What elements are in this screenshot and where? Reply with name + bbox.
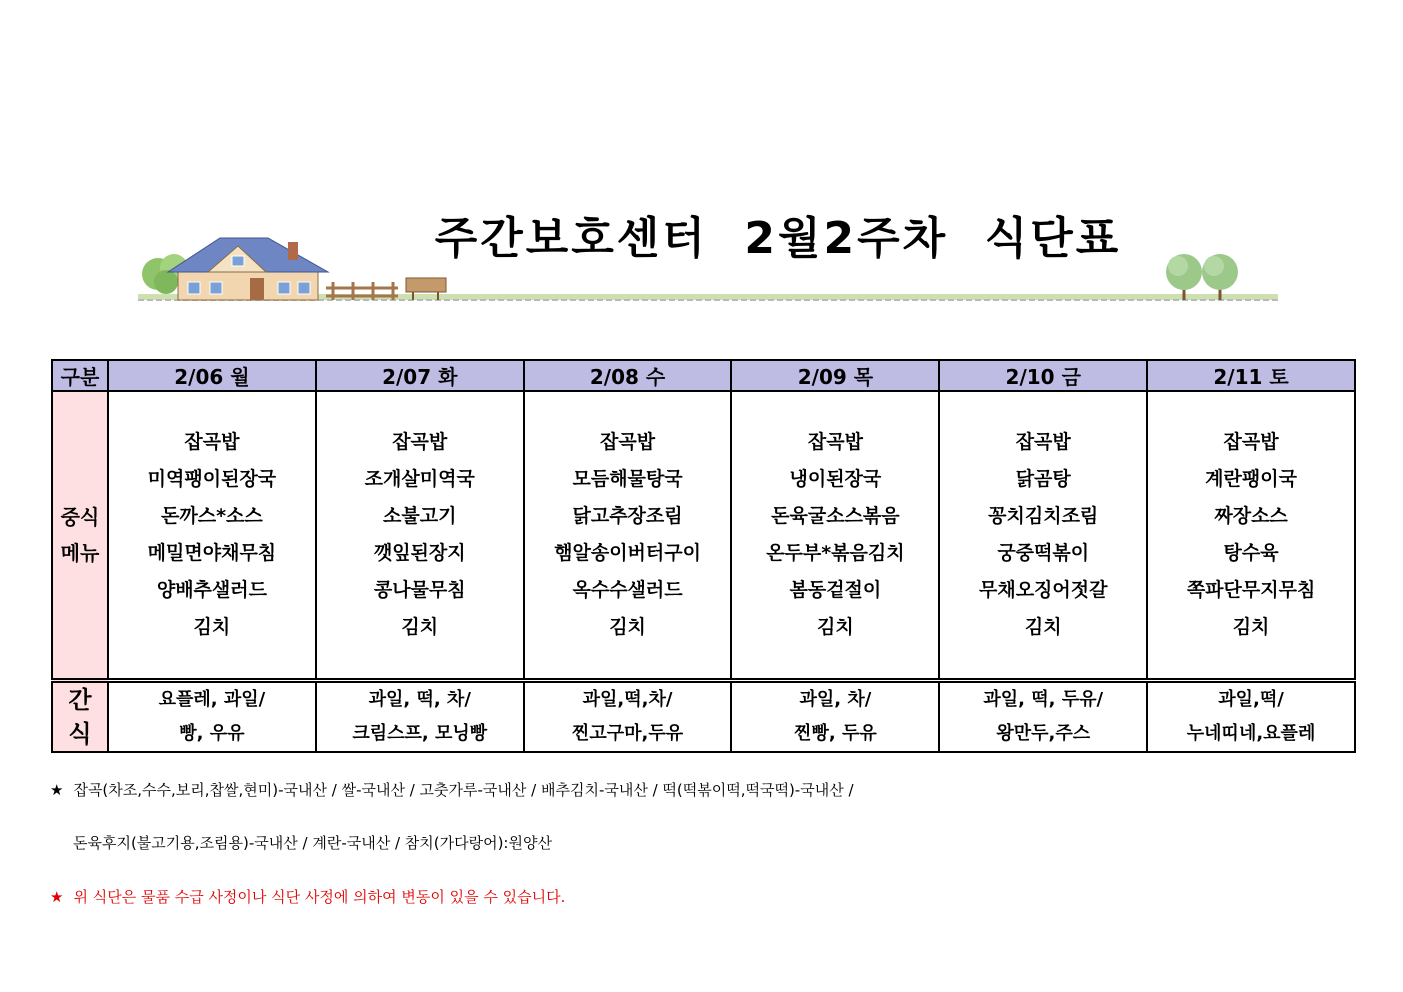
- star-icon: ★: [50, 888, 64, 906]
- origin-note-line1: ★ 잡곡(차조,수수,보리,찹쌀,현미)-국내산 / 쌀-국내산 / 고춧가루-국내산 / 배추김치-국내산 / 떡(떡볶이떡,떡국떡)-국내산 /: [50, 781, 854, 799]
- page-title: 주간보호센터 2월2주차 식단표: [434, 213, 1122, 264]
- lunch-row: [52, 391, 1355, 681]
- lunch-row-label: 중식 메뉴: [52, 391, 108, 681]
- snack-cell: 과일, 떡, 차/ 크림스프, 모닝빵: [316, 681, 524, 753]
- title-banner: [138, 190, 1278, 310]
- origin-note-line2: 돈육후지(불고기용,조림용)-국내산 / 계란-국내산 / 참치(가다랑어):원양산: [73, 834, 552, 852]
- snack-row-label: 간 식: [52, 681, 108, 753]
- lunch-cell: 잡곡밥 냉이된장국 돈육굴소스볶음 온두부*볶음김치 봄동겉절이 김치: [731, 391, 939, 681]
- lunch-cell: 잡곡밥 모듬해물탕국 닭고추장조림 햄알송이버터구이 옥수수샐러드 김치: [524, 391, 732, 681]
- lunch-cell: 잡곡밥 계란팽이국 짜장소스 탕수육 쪽파단무지무침 김치: [1147, 391, 1355, 681]
- star-icon: ★: [50, 781, 64, 799]
- snack-cell: 과일, 차/ 찐빵, 두유: [731, 681, 939, 753]
- snack-cell: 과일,떡,차/ 찐고구마,두유: [524, 681, 732, 753]
- day-header: 2/06 월: [108, 360, 316, 391]
- lunch-cell: 잡곡밥 미역팽이된장국 돈까스*소스 메밀면야채무침 양배추샐러드 김치: [108, 391, 316, 681]
- day-header: 2/11 토: [1147, 360, 1355, 391]
- day-header: 2/10 금: [939, 360, 1147, 391]
- day-header: 2/09 목: [731, 360, 939, 391]
- snack-cell: 과일,떡/ 누네띠네,요플레: [1147, 681, 1355, 753]
- lunch-cell: 잡곡밥 조개살미역국 소불고기 깻잎된장지 콩나물무침 김치: [316, 391, 524, 681]
- lunch-cell: 잡곡밥 닭곰탕 꽁치김치조림 궁중떡볶이 무채오징어젓갈 김치: [939, 391, 1147, 681]
- change-notice: ★ 위 식단은 물품 수급 사정이나 식단 사정에 의하여 변동이 있을 수 있습니다.: [50, 888, 566, 906]
- header-row: [52, 360, 1355, 391]
- day-header: 2/08 수: [524, 360, 732, 391]
- snack-cell: 과일, 떡, 두유/ 왕만두,주스: [939, 681, 1147, 753]
- day-header: 2/07 화: [316, 360, 524, 391]
- corner-label: 구분: [52, 360, 108, 391]
- menu-table: [51, 359, 1356, 753]
- snack-row: [52, 681, 1355, 753]
- snack-cell: 요플레, 과일/ 빵, 우유: [108, 681, 316, 753]
